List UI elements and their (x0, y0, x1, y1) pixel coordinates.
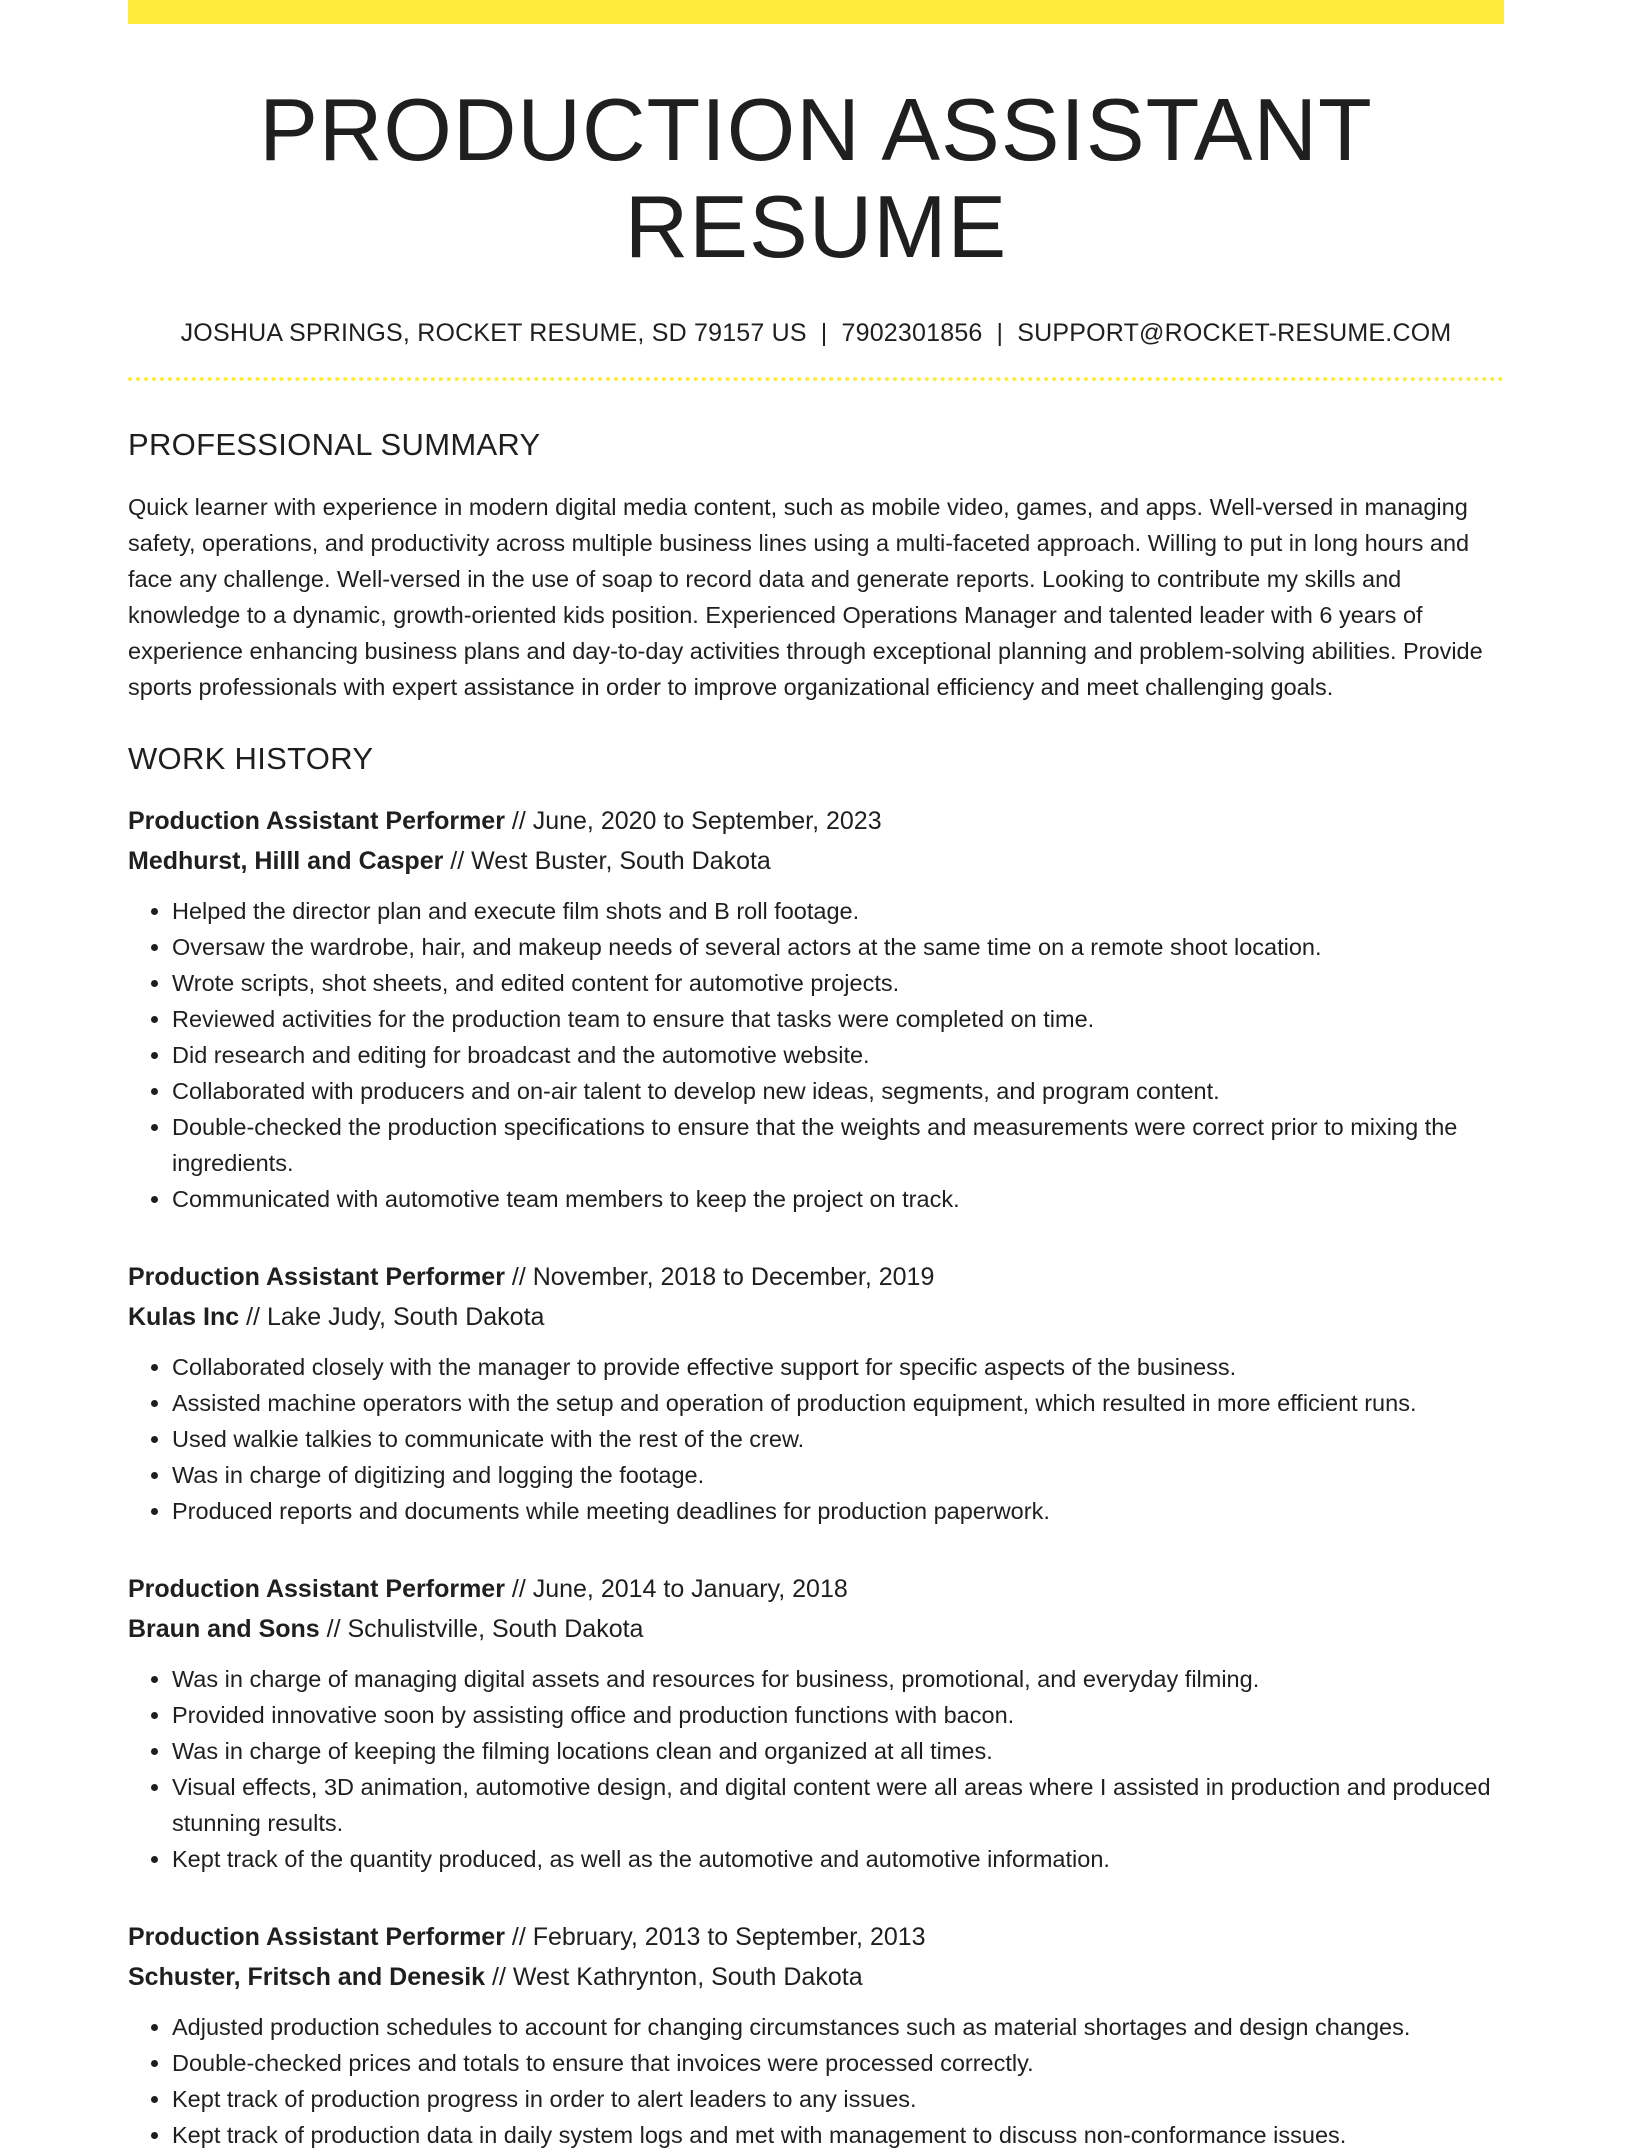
job-title-line (128, 1257, 1504, 1297)
job-bullet: • Helped the director plan and execute film shots and B roll footage. (172, 893, 1504, 929)
job-location: // Lake Judy, South Dakota (239, 1302, 545, 1331)
job-title-line (128, 1569, 1504, 1609)
job-bullet: • Provided innovative soon by assisting office and production functions with bacon. (172, 1697, 1504, 1733)
job-company: Braun and Sons (128, 1614, 320, 1643)
job-bullet: • Adjusted production schedules to account for changing circumstances such as material shortages and design changes. (172, 2009, 1504, 2045)
summary-text: Quick learner with experience in modern digital media content, such as mobile video, games, and apps. Well-versed in managing safety, operations, and productivity across multiple business lines using a multi-faceted approach. Willing to put in long hours and face any challenge. Well-versed in the use of soap to record data and generate reports. Looking to contribute my skills and knowledge to a dynamic, growth-oriented kids position. Experienced Operations Manager and talented leader with 6 years of experience enhancing business plans and day-to-day activities through exceptional planning and problem-solving abilities. Provide sports professionals with expert assistance in order to improve organizational efficiency and meet challenging goals. (128, 493, 1483, 700)
job-bullet: • Collaborated closely with the manager to provide effective support for specific aspects of the business. (172, 1349, 1504, 1385)
job-location: // Schulistville, South Dakota (319, 1614, 644, 1643)
job-bullet: • Did research and editing for broadcast and the automotive website. (172, 1037, 1504, 1073)
contact-separator: | (820, 318, 828, 347)
contact-email: SUPPORT@ROCKET-RESUME.COM (1017, 318, 1452, 347)
job-entry (128, 1569, 1504, 1877)
job-dates: // June, 2020 to September, 2023 (504, 806, 882, 835)
job-bullet: • Used walkie talkies to communicate with the rest of the crew. (172, 1421, 1504, 1457)
job-bullets (128, 893, 1504, 1217)
job-location: // West Buster, South Dakota (443, 846, 771, 875)
job-title: Production Assistant Performer (128, 1574, 505, 1603)
contact-separator: | (996, 318, 1004, 347)
resume-title: PRODUCTION ASSISTANT RESUME (259, 80, 1373, 276)
job-title-line (128, 1917, 1504, 1957)
top-accent-bar (128, 0, 1504, 24)
job-bullet: • Kept track of production data in daily system logs and met with management to discuss non-conformance issues. (172, 2117, 1504, 2153)
job-bullet: • Was in charge of keeping the filming locations clean and organized at all times. (172, 1733, 1504, 1769)
job-dates: // February, 2013 to September, 2013 (504, 1922, 926, 1951)
job-title: Production Assistant Performer (128, 1922, 505, 1951)
job-company: Schuster, Fritsch and Denesik (128, 1962, 486, 1991)
job-company: Medhurst, Hilll and Casper (128, 846, 444, 875)
job-title-line (128, 801, 1504, 841)
job-bullets (128, 1661, 1504, 1877)
job-entry (128, 1917, 1504, 2153)
job-location: // West Kathrynton, South Dakota (485, 1962, 863, 1991)
job-bullets (128, 1349, 1504, 1529)
job-company-line (128, 1297, 1504, 1337)
job-bullet: • Visual effects, 3D animation, automotive design, and digital content were all areas where I assisted in production and produced stunning results. (172, 1769, 1504, 1841)
job-title: Production Assistant Performer (128, 806, 505, 835)
job-bullet: • Assisted machine operators with the setup and operation of production equipment, which resulted in more efficient runs. (172, 1385, 1504, 1421)
resume-page (128, 0, 1504, 2148)
job-bullet: • Double-checked prices and totals to ensure that invoices were processed correctly. (172, 2045, 1504, 2081)
job-bullet: • Kept track of the quantity produced, as well as the automotive and automotive information. (172, 1841, 1504, 1877)
job-bullet: • Was in charge of digitizing and logging the footage. (172, 1457, 1504, 1493)
job-entry (128, 1257, 1504, 1529)
job-bullet: • Reviewed activities for the production team to ensure that tasks were completed on time. (172, 1001, 1504, 1037)
work-history-heading: WORK HISTORY (128, 740, 374, 776)
job-bullets (128, 2009, 1504, 2153)
job-title: Production Assistant Performer (128, 1262, 505, 1291)
job-bullet: • Communicated with automotive team members to keep the project on track. (172, 1181, 1504, 1217)
job-company-line (128, 1957, 1504, 1997)
job-entry (128, 801, 1504, 1217)
job-bullet: • Produced reports and documents while meeting deadlines for production paperwork. (172, 1493, 1504, 1529)
job-bullet: • Was in charge of managing digital assets and resources for business, promotional, and everyday filming. (172, 1661, 1504, 1697)
job-bullet: • Oversaw the wardrobe, hair, and makeup needs of several actors at the same time on a remote shoot location. (172, 929, 1504, 965)
job-dates: // June, 2014 to January, 2018 (504, 1574, 848, 1603)
job-bullet: • Collaborated with producers and on-air talent to develop new ideas, segments, and program content. (172, 1073, 1504, 1109)
job-company: Kulas Inc (128, 1302, 240, 1331)
dotted-divider (128, 377, 1504, 381)
job-bullet: • Double-checked the production specifications to ensure that the weights and measurements were correct prior to mixing the ingredients. (172, 1109, 1504, 1181)
job-dates: // November, 2018 to December, 2019 (504, 1262, 935, 1291)
contact-phone: 7902301856 (841, 318, 983, 347)
contact-line (128, 316, 1504, 351)
job-company-line (128, 1609, 1504, 1649)
summary-heading: PROFESSIONAL SUMMARY (128, 426, 541, 462)
job-bullet: • Kept track of production progress in order to alert leaders to any issues. (172, 2081, 1504, 2117)
job-company-line (128, 841, 1504, 881)
job-bullet: • Wrote scripts, shot sheets, and edited content for automotive projects. (172, 965, 1504, 1001)
contact-address: JOSHUA SPRINGS, ROCKET RESUME, SD 79157 US (180, 318, 807, 347)
